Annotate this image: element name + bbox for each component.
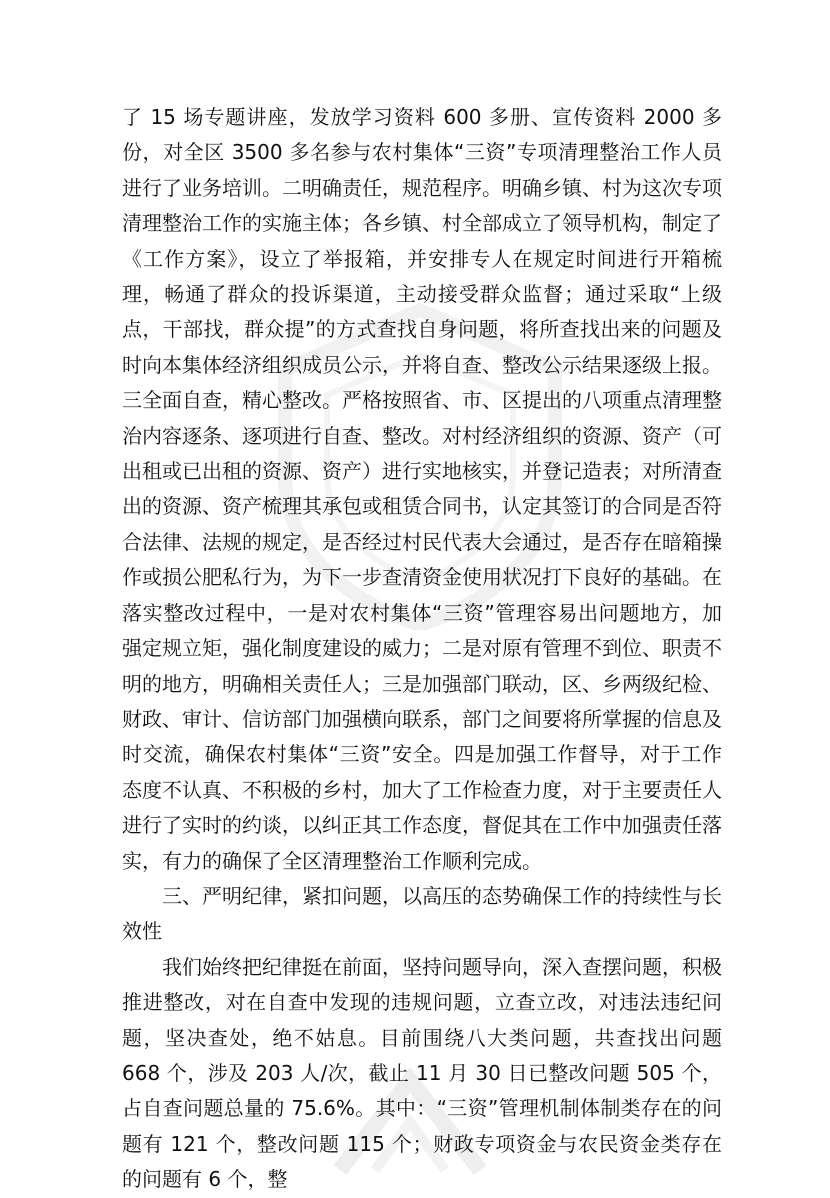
paragraph-1: 了 15 场专题讲座，发放学习资料 600 多册、宣传资料 2000 多份，对全区 3500 多名参与农村集体“三资”专项清理整治工作人员进行了业务培训。二明确责任，规范程序。明确乡镇、村为这次专项清理整治工作的实施主体；各乡镇、村全部成立了领导机构，制定了《工作方案》，设立了举报箱，并安排专人在规定时间进行开箱梳理，畅通了群众的投诉渠道，主动接受群众监督；通过采取“上级点，干部找，群众提”的方式查找自身问题，将所查找出来的问题及时向本集体经济组织成员公示，并将自查、整改公示结果逐级上报。三全面自查，精心整改。严格按照省、市、区提出的八项重点清理整治内容逐条、逐项进行自查、整改。对村经济组织的资源、资产（可出租或已出租的资源、资产）进行实地核实，并登记造表；对所清查出的资源、资产梳理其承包或租赁合同书，认定其签订的合同是否符合法律、法规的规定，是否经过村民代表大会通过，是否存在暗箱操作或损公肥私行为，为下一步查清资金使用状况打下良好的基础。在落实整改过程中，一是对农村集体“三资”管理容易出问题地方，加强定规立矩，强化制度建设的威力；二是对原有管理不到位、职责不明的地方，明确相关责任人；三是加强部门联动，区、乡两级纪检、财政、审计、信访部门加强横向联系，部门之间要将所掌握的信息及时交流，确保农村集体“三资”安全。四是加强工作督导，对于工作态度不认真、不积极的乡村，加大了工作检查力度，对于主要责任人进行了实时的约谈，以纠正其工作态度，督促其在工作中加强责任落实，有力的确保了全区清理整治工作顺利完成。 xyxy=(122,105,722,873)
body-text xyxy=(122,100,722,1198)
section-heading: 三、严明纪律，紧扣问题，以高压的态势确保工作的持续性与长效性 xyxy=(122,883,722,944)
paragraph-2: 我们始终把纪律挺在前面，坚持问题导向，深入查摆问题，积极推进整改，对在自查中发现的违规问题，立查立改，对违法违纪问题，坚决查处，绝不姑息。目前围绕八大类问题，共查找出问题 668 个，涉及 203 人/次，截止 11 月 30 日已整改问题 505 个，占自查问题总量的 75.6%。其中：“三资”管理机制体制类存在的问题有 121 个，整改问题 115 个；财政专项资金与农民资金类存在的问题有 6 个，整 xyxy=(122,954,722,1192)
